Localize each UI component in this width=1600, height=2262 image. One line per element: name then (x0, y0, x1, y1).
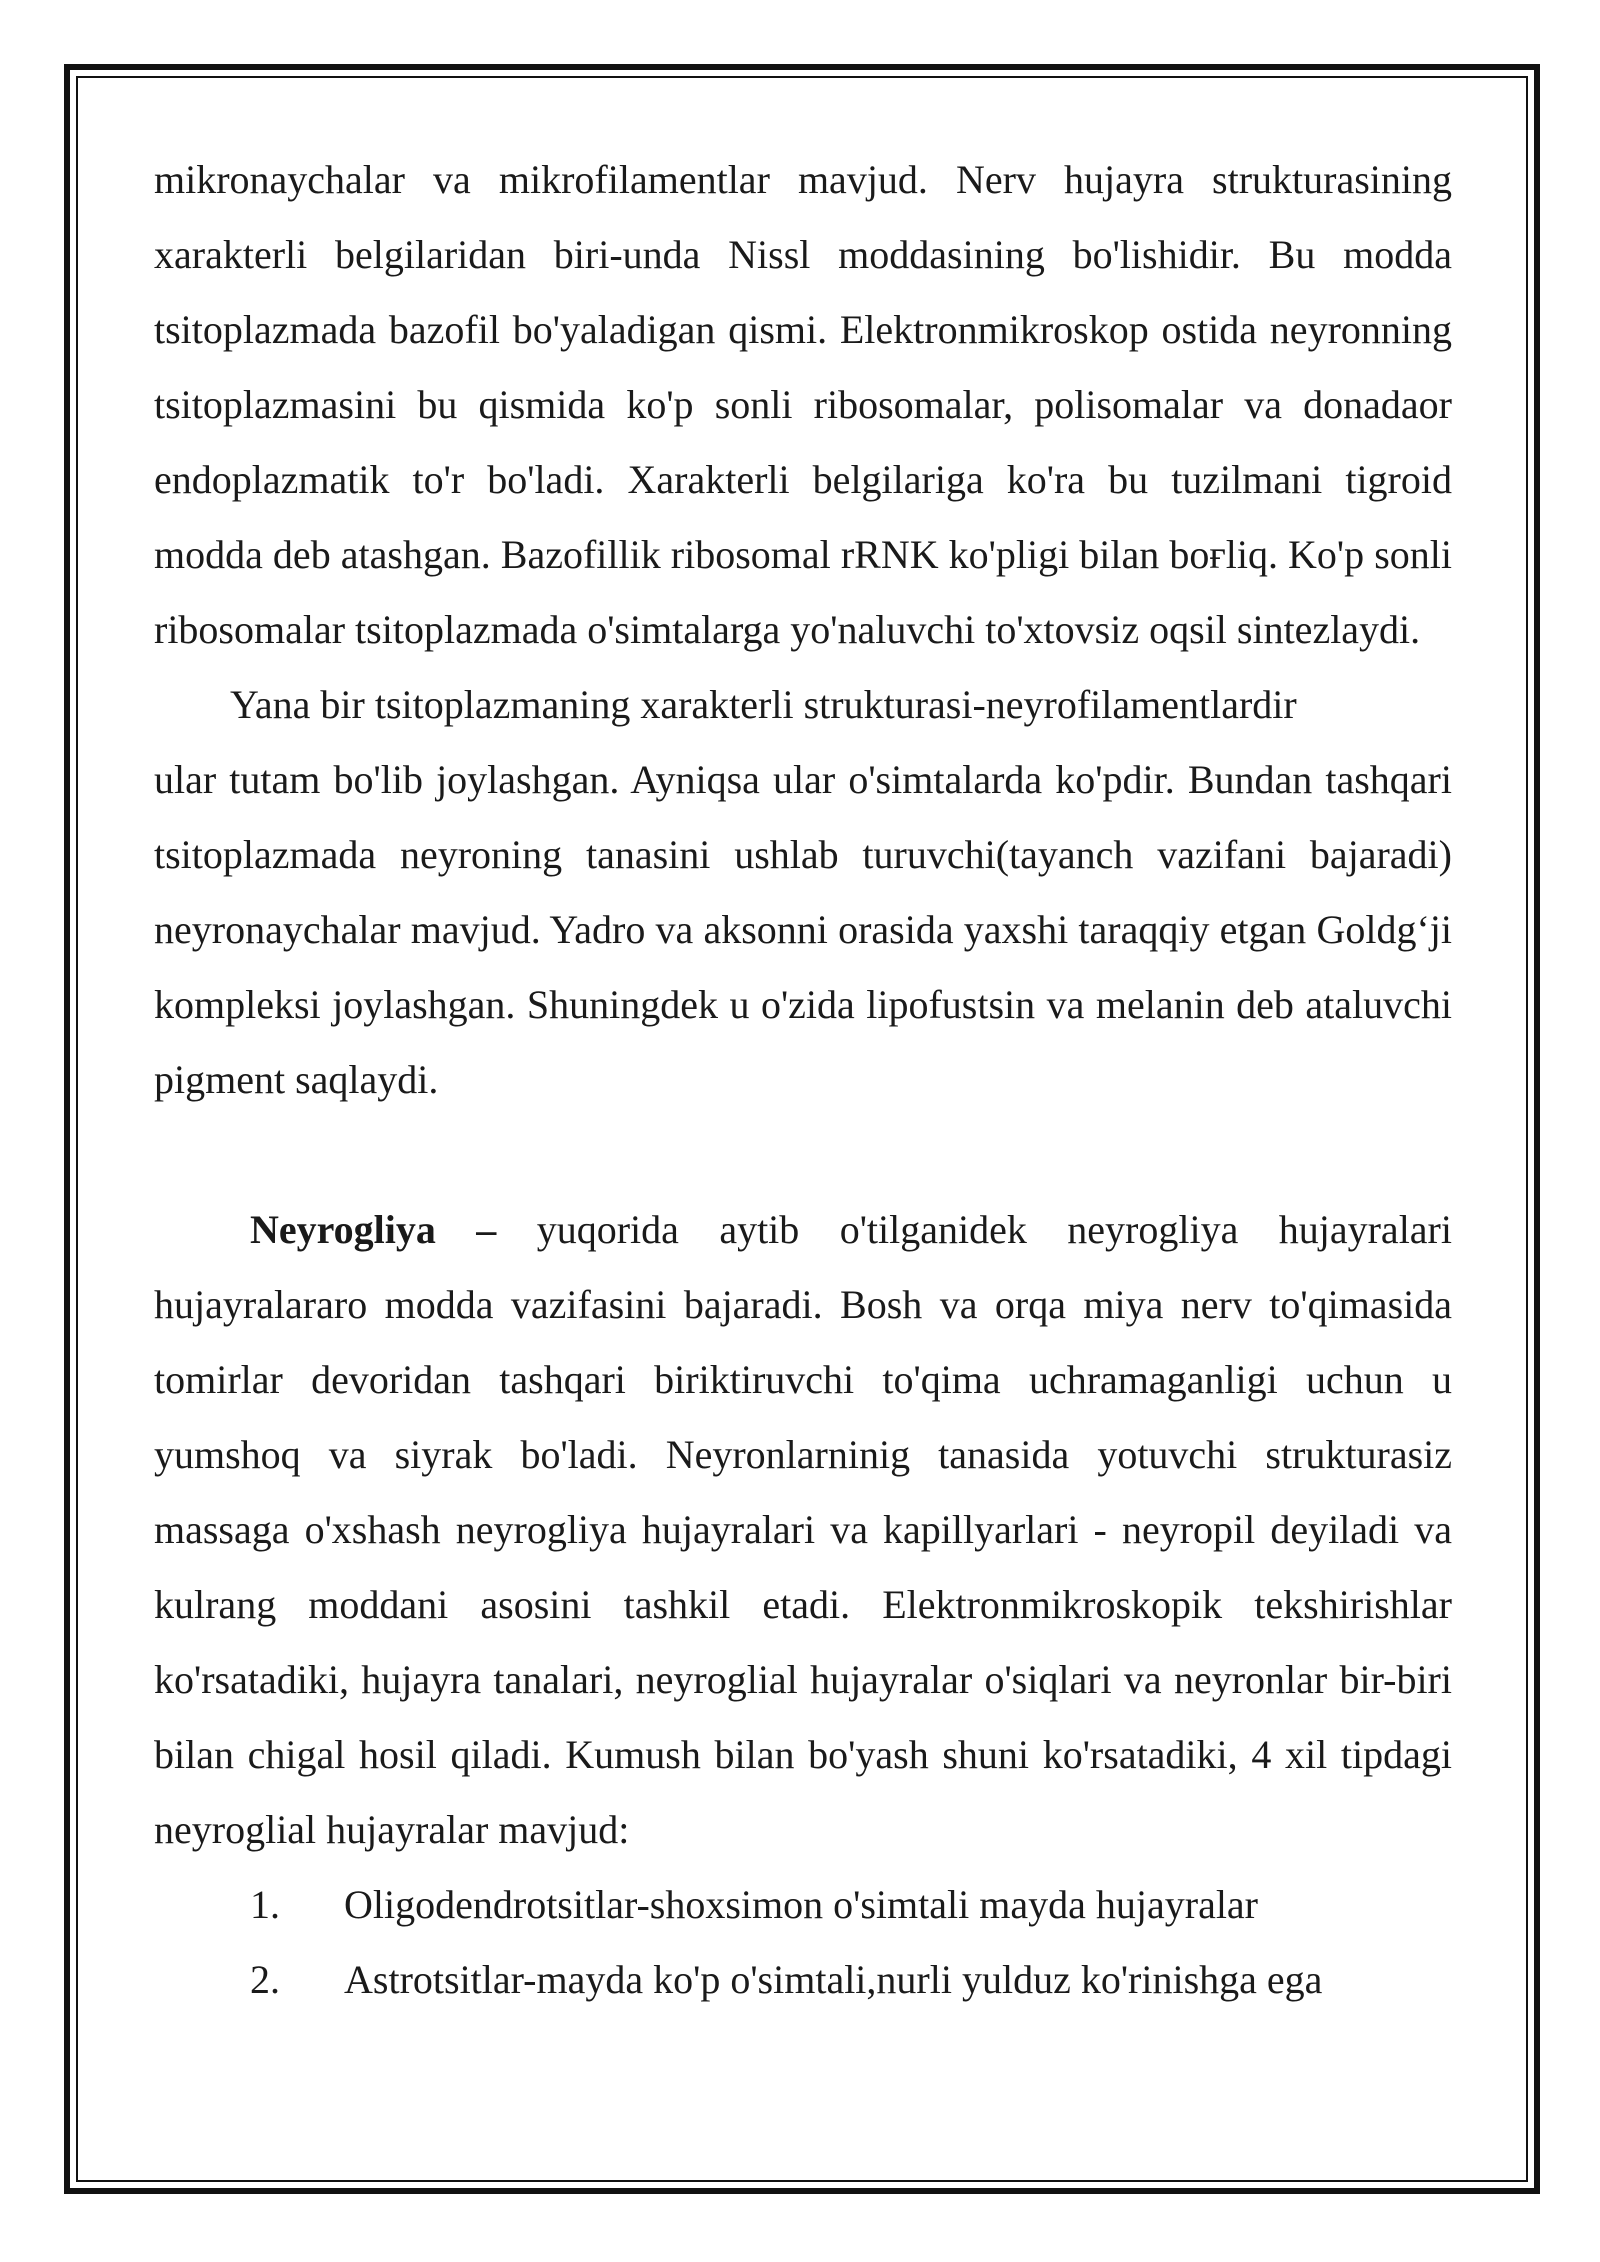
paragraph-neurofilaments-first-line: Yana bir tsitoplazmaning xarakterli strukturasi-neyrofilamentlardir (230, 682, 1297, 727)
paragraph-nissl: mikronaychalar va mikrofilamentlar mavjud. Nerv hujayra strukturasining xarakterli belgilaridan biri-unda Nissl moddasining bo'lishidir. Bu modda tsitoplazmada bazofil bo'yaladigan qismi. Elektronmikroskop ostida neyronning tsitoplazmasini bu qismida ko'p sonli ribosomalar, polisomalar va donadaor endoplazmatik to'r bo'ladi. Xarakterli belgilariga ko'ra bu tuzilmani tigroid modda deb atashgan. Bazofillik ribosomal rRNK ko'pligi bilan boғliq. Ko'p sonli ribosomalar tsitoplazmada o'simtalarga yo'naluvchi to'xtovsiz oqsil sintezlaydi. (154, 157, 1452, 652)
paragraph-neurofilaments (154, 667, 1452, 1117)
document-body (154, 142, 1452, 2017)
list-item (154, 1942, 1452, 2017)
blank-line (154, 1117, 1452, 1192)
list-item-text: Astrotsitlar-mayda ko'p o'simtali,nurli yulduz ko'rinishga ega (344, 1957, 1323, 2002)
list-item-text: Oligodendrotsitlar-shoxsimon o'simtali mayda hujayralar (344, 1882, 1259, 1927)
list-item (154, 1867, 1452, 1942)
list-item-number: 1. (250, 1882, 280, 1927)
list-item-number: 2. (250, 1957, 280, 2002)
term-neuroglia: Neyrogliya – (250, 1207, 497, 1252)
paragraph-neuroglia-text: yuqorida aytib o'tilganidek neyrogliya hujayralari hujayralararo modda vazifasini bajaradi. Bosh va orqa miya nerv to'qimasida tomirlar devoridan tashqari biriktiruvchi to'qima uchramaganligi uchun u yumshoq va siyrak bo'ladi. Neyronlarninig tanasida yotuvchi strukturasiz massaga o'xshash neyrogliya hujayralari va kapillyarlari - neyropil deyiladi va kulrang moddani asosini tashkil etadi. Elektronmikroskopik tekshirishlar ko'rsatadiki, hujayra tanalari, neyroglial hujayralar o'siqlari va neyronlar bir-biri bilan chigal hosil qiladi. Kumush bilan bo'yash shuni ko'rsatadiki, 4 xil tipdagi neyroglial hujayralar mavjud: (154, 1207, 1452, 1852)
paragraph-neuroglia (154, 1192, 1452, 1867)
paragraph-neurofilaments-rest: ular tutam bo'lib joylashgan. Ayniqsa ular o'simtalarda ko'pdir. Bundan tashqari tsitoplazmada neyroning tanasini ushlab turuvchi(tayanch vazifani bajaradi) neyronaychalar mavjud. Yadro va aksonni orasida yaxshi taraqqiy etgan Goldg‘ji kompleksi joylashgan. Shuningdek u o'zida lipofustsin va melanin deb ataluvchi pigment saqlaydi. (154, 757, 1452, 1102)
